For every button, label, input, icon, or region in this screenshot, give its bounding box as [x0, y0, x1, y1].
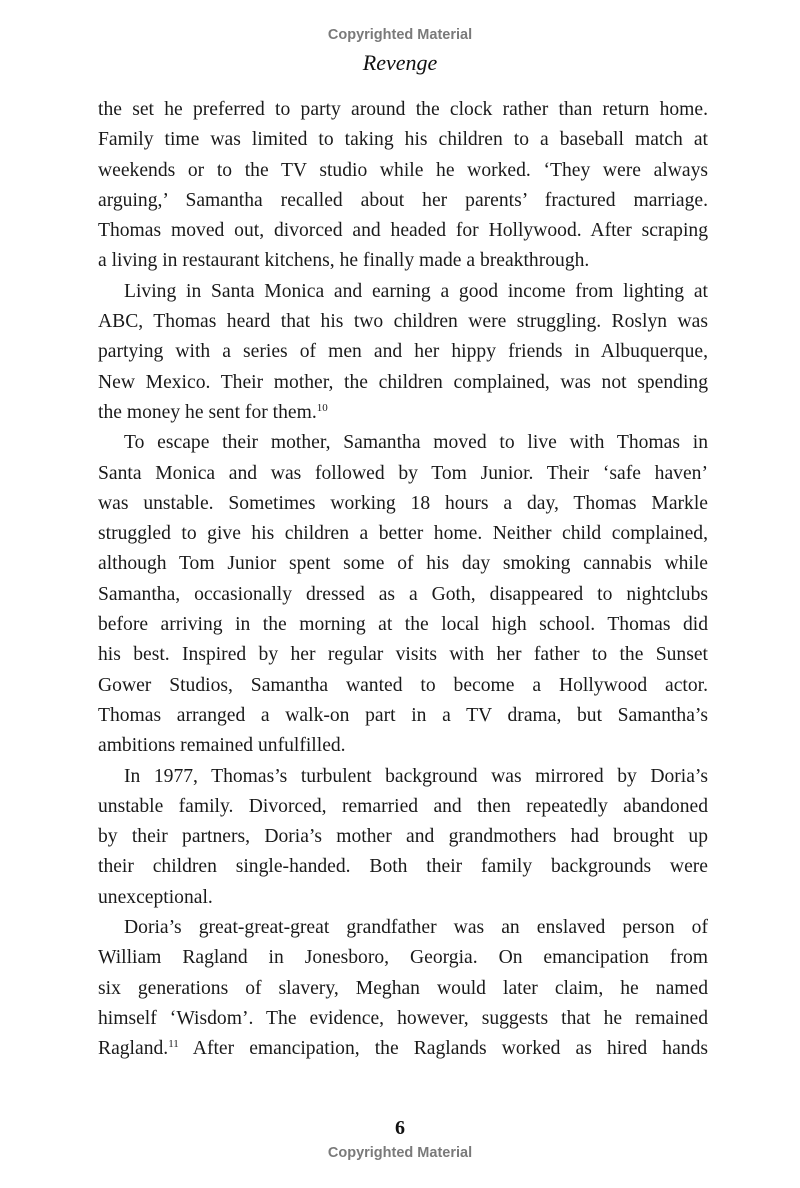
text-line: their children single-handed. Both their family backgrounds were — [98, 856, 708, 878]
text-line: a living in restaurant kitchens, he finally made a breakthrough. — [98, 250, 590, 272]
copyright-watermark-bottom: Copyrighted Material — [327, 1145, 473, 1161]
text-line: by their partners, Doria’s mother and grandmothers had brought up — [98, 826, 708, 848]
text-line: Living in Santa Monica and earning a good income from lighting at — [124, 280, 708, 302]
text-line: was unstable. Sometimes working 18 hours a day, Thomas Markle — [98, 492, 708, 514]
text-line: before arriving in the morning at the local high school. Thomas did — [98, 614, 708, 636]
text-segment: the money he sent for them. — [98, 401, 317, 423]
text-line: partying with a series of men and her hippy friends in Albuquerque, — [98, 341, 708, 363]
paragraph — [98, 762, 708, 913]
text-line: struggled to give his children a better home. Neither child complained, — [98, 523, 708, 545]
paragraph — [98, 95, 708, 277]
text-segment: Ragland. — [98, 1038, 169, 1060]
text-line: himself ‘Wisdom’. The evidence, however, suggests that he remained — [98, 1007, 708, 1029]
text-line: unexceptional. — [98, 886, 213, 908]
text-line: Santa Monica and was followed by Tom Junior. Their ‘safe haven’ — [98, 462, 708, 484]
text-line: ambitions remained unfulfilled. — [98, 735, 346, 757]
text-line: New Mexico. Their mother, the children complained, was not spending — [98, 371, 708, 393]
text-line: six generations of slavery, Meghan would later claim, he named — [98, 977, 708, 999]
text-line: Family time was limited to taking his children to a baseball match at — [98, 129, 708, 151]
text-line: Thomas moved out, divorced and headed for Hollywood. After scraping — [98, 220, 708, 242]
text-segment: After emancipation, the Raglands worked as hired hands — [178, 1038, 708, 1060]
text-line: the set he preferred to party around the clock rather than return home. — [98, 99, 708, 120]
text-line: his best. Inspired by her regular visits with her father to the Sunset — [98, 644, 708, 666]
text-line: unstable family. Divorced, remarried and then repeatedly abandoned — [98, 795, 708, 817]
copyright-watermark-top: Copyrighted Material — [327, 27, 473, 43]
footnote-ref: 11 — [168, 1038, 179, 1051]
footnote-ref: 10 — [316, 401, 328, 414]
text-line: ABC, Thomas heard that his two children were struggling. Roslyn was — [98, 311, 708, 333]
text-line: To escape their mother, Samantha moved to live with Thomas in — [124, 432, 708, 454]
running-head: Revenge — [362, 50, 438, 75]
paragraph — [98, 277, 708, 428]
paragraph — [98, 913, 708, 1064]
page-number: 6 — [395, 1117, 405, 1139]
text-line — [98, 398, 708, 428]
text-line: although Tom Junior spent some of his day smoking cannabis while — [98, 553, 708, 575]
paragraph — [98, 428, 708, 761]
body-text — [98, 95, 708, 1065]
text-line: arguing,’ Samantha recalled about her parents’ fractured marriage. — [98, 189, 708, 211]
text-line: weekends or to the TV studio while he worked. ‘They were always — [98, 159, 708, 181]
text-line: Samantha, occasionally dressed as a Goth, disappeared to nightclubs — [98, 583, 708, 605]
text-line: Gower Studios, Samantha wanted to become a Hollywood actor. — [98, 674, 708, 696]
text-line: Doria’s great-great-great grandfather was an enslaved person of — [124, 917, 708, 939]
text-line: Thomas arranged a walk-on part in a TV drama, but Samantha’s — [98, 704, 708, 726]
text-line — [98, 1034, 708, 1064]
text-line: In 1977, Thomas’s turbulent background was mirrored by Doria’s — [124, 765, 708, 787]
text-line: William Ragland in Jonesboro, Georgia. On emancipation from — [98, 947, 708, 969]
